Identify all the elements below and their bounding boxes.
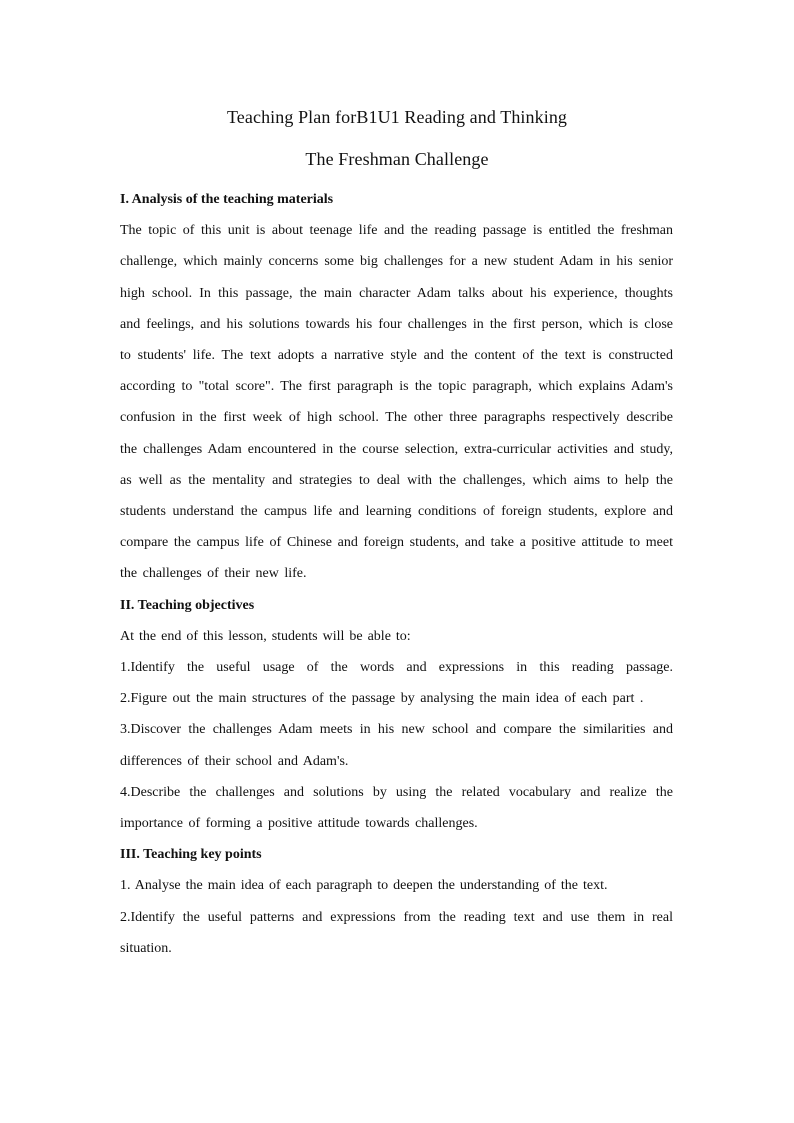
objective-item-3: 3.Discover the challenges Adam meets in his new school and compare the similarities and differences of their school and Adam's.	[120, 722, 673, 769]
document-subtitle: The Freshman Challenge	[305, 149, 489, 169]
objective-item-2: 2.Figure out the main structures of the passage by analysing the main idea of each part .	[120, 691, 644, 707]
analysis-paragraph: The topic of this unit is about teenage life and the reading passage is entitled the freshman challenge, which mainly concerns some big challenges for a new student Adam in his senior high school. In this passage, the main character Adam talks about his experience, thoughts and feelings, and his solutions towards his four challenges in the first person, which is close to students' life. The text adopts a narrative style and the content of the text is constructed according to "total score". The first paragraph is the topic paragraph, which explains Adam's confusion in the first week of high school. The other three paragraphs respectively describe the challenges Adam encountered in the course selection, extra-curricular activities and study, as well as the mentality and strategies to deal with the challenges, which aims to help the students understand the campus life and learning conditions of foreign students, explore and compare the campus life of Chinese and foreign students, and take a positive attitude to meet the challenges of their new life.	[120, 223, 673, 582]
key-point-item-1: 1. Analyse the main idea of each paragraph to deepen the understanding of the text.	[120, 878, 608, 894]
key-point-item-2: 2.Identify the useful patterns and expressions from the reading text and use them in real situation.	[120, 909, 673, 956]
section-heading-analysis: I. Analysis of the teaching materials	[120, 192, 334, 207]
objective-item-1: 1.Identify the useful usage of the words and expressions in this reading passage.	[120, 660, 673, 676]
objective-item-4: 4.Describe the challenges and solutions by using the related vocabulary and realize the importance of forming a positive attitude towards challenges.	[120, 784, 673, 832]
document-body	[120, 184, 673, 964]
section-heading-objectives: II. Teaching objectives	[120, 597, 255, 613]
objectives-intro: At the end of this lesson, students will be able to:	[120, 628, 411, 644]
section-heading-key-points: III. Teaching key points	[120, 847, 262, 863]
document-title: Teaching Plan forB1U1 Reading and Thinking	[226, 107, 568, 127]
